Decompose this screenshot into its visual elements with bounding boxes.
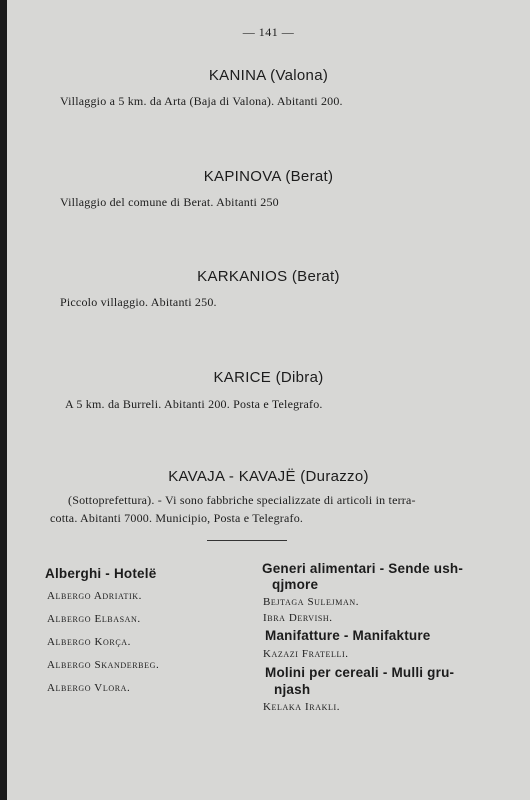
- entry-text-kavaja-line-1: (Sottoprefettura). - Vi sono fabbriche specializzate di articoli in terra-: [68, 493, 416, 507]
- entry-title-kavaja: KAVAJA - KAVAJË (Durazzo): [168, 468, 369, 485]
- hotel-item: Albergo Korça.: [47, 636, 132, 648]
- groceries-heading-line-1: Generi alimentari - Sende ush-: [262, 561, 464, 576]
- mill-item: Kelaka Irakli.: [263, 701, 341, 713]
- entry-text-karkanios: Piccolo villaggio. Abitanti 250.: [60, 295, 217, 309]
- groceries-heading-line-2: qjmore: [272, 577, 319, 592]
- entry-text-kapinova: Villaggio del comune di Berat. Abitanti 250: [60, 195, 279, 209]
- manufacture-item: Kazazi Fratelli.: [263, 648, 349, 660]
- entry-title-kanina: KANINA (Valona): [208, 67, 329, 84]
- entry-text-kanina: Villaggio a 5 km. da Arta (Baja di Valona). Abitanti 200.: [60, 94, 343, 108]
- hotel-item: Albergo Vlora.: [47, 682, 131, 694]
- entry-text-karice: A 5 km. da Burreli. Abitanti 200. Posta e Telegrafo.: [65, 397, 323, 411]
- entry-title-karice: KARICE (Dibra): [213, 369, 324, 386]
- entry-title-karkanios: KARKANIOS (Berat): [197, 268, 340, 285]
- book-page: [7, 0, 530, 800]
- grocery-item: Ibra Dervish.: [263, 612, 333, 624]
- manufactures-heading: Manifatture - Manifakture: [265, 628, 431, 643]
- hotels-heading: Alberghi - Hotelë: [45, 566, 157, 581]
- entry-title-kapinova: KAPINOVA (Berat): [203, 168, 334, 185]
- mills-heading-line-1: Molini per cereali - Mulli gru-: [265, 665, 455, 680]
- hotel-item: Albergo Elbasan.: [47, 613, 141, 625]
- hotel-item: Albergo Adriatik.: [47, 590, 142, 602]
- page-number: — 141 —: [242, 25, 295, 39]
- grocery-item: Bejtaga Sulejman.: [263, 596, 360, 608]
- mills-heading-line-2: njash: [274, 682, 311, 697]
- entry-text-kavaja-line-2: cotta. Abitanti 7000. Municipio, Posta e Telegrafo.: [50, 511, 304, 525]
- section-divider: [207, 540, 287, 541]
- hotel-item: Albergo Skanderbeg.: [47, 659, 160, 671]
